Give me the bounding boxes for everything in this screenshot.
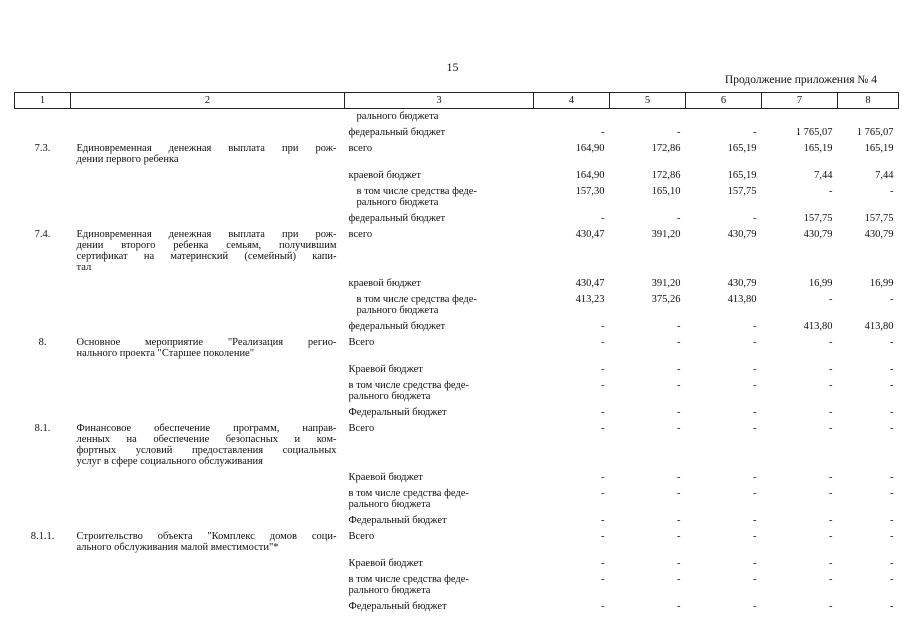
row-code xyxy=(15,211,71,227)
value-col-7: - xyxy=(829,515,833,526)
table-row xyxy=(15,109,899,126)
funding-source-line: Федеральный бюджет xyxy=(348,601,447,612)
value-col-6: 430,79 xyxy=(727,229,757,240)
value-col-5: 391,20 xyxy=(651,278,681,289)
row-name-line: ального обслуживания малой вместимости"* xyxy=(76,542,279,553)
row-name-line: фортных условий предоставления социальных xyxy=(76,445,337,456)
value-col-5: - xyxy=(677,531,681,542)
value-col-6: - xyxy=(753,601,757,612)
value-col-8: - xyxy=(890,380,894,391)
table-row xyxy=(15,556,899,572)
funding-source xyxy=(345,362,534,378)
row-name xyxy=(71,125,345,141)
value-col-5: 375,26 xyxy=(651,294,681,305)
continuation-note: Продолжение приложения № 4 xyxy=(724,74,877,86)
value-col-7: - xyxy=(829,558,833,569)
row-name xyxy=(71,319,345,335)
value-col-4: - xyxy=(601,488,605,499)
value-col-8: - xyxy=(890,515,894,526)
value-col-7: - xyxy=(829,423,833,434)
value-col-4: - xyxy=(601,472,605,483)
value-col-7: - xyxy=(829,531,833,542)
funding-source-line: рального бюджета xyxy=(356,305,439,316)
funding-source-line: в том числе средства феде- xyxy=(348,380,469,391)
value-col-8: 1 765,07 xyxy=(856,127,894,138)
funding-source-line: рального бюджета xyxy=(348,585,431,596)
value-col-6: 165,19 xyxy=(727,143,757,154)
table-row xyxy=(15,599,899,615)
value-col-7: - xyxy=(829,472,833,483)
row-code xyxy=(15,125,71,141)
funding-source-line: в том числе средства феде- xyxy=(356,186,477,197)
table-row xyxy=(15,378,899,405)
table-row xyxy=(15,292,899,319)
value-col-4: - xyxy=(601,574,605,585)
table-row xyxy=(15,335,899,362)
value-col-7: 1 765,07 xyxy=(795,127,833,138)
value-col-4: 157,30 xyxy=(575,186,605,197)
row-code xyxy=(15,184,71,211)
row-code: 8. xyxy=(38,337,47,348)
funding-source-line: федеральный бюджет xyxy=(348,213,446,224)
funding-source-line: в том числе средства феде- xyxy=(348,574,469,585)
column-header: 3 xyxy=(345,93,534,109)
value-col-8: - xyxy=(890,423,894,434)
column-header: 2 xyxy=(71,93,345,109)
value-col-4: - xyxy=(601,321,605,332)
funding-source xyxy=(345,292,534,319)
value-col-5 xyxy=(610,109,686,126)
table-row xyxy=(15,168,899,184)
column-header: 4 xyxy=(534,93,610,109)
value-col-4: - xyxy=(601,213,605,224)
row-name xyxy=(71,109,345,126)
row-name-line: сертификат на материнский (семейный) капи- xyxy=(76,251,337,262)
value-col-7: 430,79 xyxy=(803,229,833,240)
row-name-line: дении второго ребенка семьям, получившим xyxy=(76,240,337,251)
row-name-line: Основное мероприятие "Реализация регио- xyxy=(76,337,337,348)
value-col-8: - xyxy=(890,186,894,197)
row-name xyxy=(71,292,345,319)
row-code xyxy=(15,292,71,319)
value-col-6: - xyxy=(753,127,757,138)
value-col-8: - xyxy=(890,574,894,585)
value-col-7: 16,99 xyxy=(808,278,833,289)
value-col-6 xyxy=(686,109,762,126)
funding-source xyxy=(345,184,534,211)
funding-source xyxy=(345,529,534,556)
table-row xyxy=(15,513,899,529)
row-name-line: Единовременная денежная выплата при рож- xyxy=(76,143,337,154)
funding-source-line: Всего xyxy=(348,337,375,348)
row-code xyxy=(15,405,71,421)
row-name xyxy=(71,211,345,227)
value-col-7: 7,44 xyxy=(814,170,833,181)
value-col-6: - xyxy=(753,213,757,224)
value-col-6: - xyxy=(753,321,757,332)
value-col-8: - xyxy=(890,488,894,499)
funding-source-line: рального бюджета xyxy=(348,499,431,510)
value-col-8: - xyxy=(890,364,894,375)
funding-source-line: в том числе средства феде- xyxy=(356,294,477,305)
value-col-4: - xyxy=(601,423,605,434)
value-col-7: - xyxy=(829,337,833,348)
value-col-8: - xyxy=(890,294,894,305)
value-col-8: 16,99 xyxy=(869,278,894,289)
value-col-7: - xyxy=(829,186,833,197)
table-row xyxy=(15,421,899,470)
value-col-5: - xyxy=(677,423,681,434)
row-code xyxy=(15,168,71,184)
value-col-7: 165,19 xyxy=(803,143,833,154)
value-col-6: - xyxy=(753,423,757,434)
row-code xyxy=(15,362,71,378)
value-col-6: 165,19 xyxy=(727,170,757,181)
funding-source-line: Всего xyxy=(348,531,375,542)
table-row xyxy=(15,470,899,486)
table-row xyxy=(15,319,899,335)
value-col-6: - xyxy=(753,531,757,542)
column-header: 7 xyxy=(762,93,838,109)
funding-source-line: рального бюджета xyxy=(356,197,439,208)
funding-source xyxy=(345,276,534,292)
row-code xyxy=(15,599,71,615)
value-col-4 xyxy=(534,109,610,126)
value-col-8 xyxy=(838,109,899,126)
row-name-line: дении первого ребенка xyxy=(76,154,179,165)
funding-source-line: всего xyxy=(348,229,373,240)
row-code xyxy=(15,556,71,572)
value-col-4: - xyxy=(601,337,605,348)
value-col-7: 413,80 xyxy=(803,321,833,332)
table-row xyxy=(15,227,899,276)
row-code xyxy=(15,378,71,405)
value-col-4: 413,23 xyxy=(575,294,605,305)
value-col-6: - xyxy=(753,515,757,526)
row-name xyxy=(71,168,345,184)
value-col-4: 430,47 xyxy=(575,278,605,289)
row-code: 8.1. xyxy=(34,423,51,434)
row-code: 7.3. xyxy=(34,143,51,154)
value-col-4: - xyxy=(601,380,605,391)
value-col-8: - xyxy=(890,558,894,569)
row-name xyxy=(71,184,345,211)
value-col-7 xyxy=(762,109,838,126)
value-col-6: - xyxy=(753,574,757,585)
value-col-5: - xyxy=(677,488,681,499)
row-code xyxy=(15,513,71,529)
row-name xyxy=(71,486,345,513)
row-code: 7.4. xyxy=(34,229,51,240)
value-col-5: - xyxy=(677,321,681,332)
value-col-5: - xyxy=(677,601,681,612)
funding-source xyxy=(345,599,534,615)
table-row xyxy=(15,362,899,378)
value-col-7: - xyxy=(829,407,833,418)
funding-source xyxy=(345,109,534,126)
funding-source xyxy=(345,470,534,486)
funding-source-line: рального бюджета xyxy=(348,391,431,402)
value-col-6: 413,80 xyxy=(727,294,757,305)
value-col-5: - xyxy=(677,407,681,418)
table-row xyxy=(15,125,899,141)
value-col-8: 157,75 xyxy=(864,213,894,224)
column-header: 8 xyxy=(838,93,899,109)
funding-source xyxy=(345,168,534,184)
row-name xyxy=(71,362,345,378)
value-col-6: 430,79 xyxy=(727,278,757,289)
funding-source xyxy=(345,572,534,599)
funding-source-line: рального бюджета xyxy=(356,111,439,122)
value-col-7: - xyxy=(829,488,833,499)
value-col-7: - xyxy=(829,380,833,391)
funding-source-line: Краевой бюджет xyxy=(348,364,423,375)
row-name xyxy=(71,556,345,572)
value-col-4: - xyxy=(601,364,605,375)
value-col-6: - xyxy=(753,558,757,569)
value-col-8: - xyxy=(890,601,894,612)
value-col-5: - xyxy=(677,574,681,585)
page-number: 15 xyxy=(446,60,459,74)
funding-source-line: краевой бюджет xyxy=(348,170,421,181)
table-row xyxy=(15,405,899,421)
row-name xyxy=(71,141,345,168)
value-col-5: - xyxy=(677,127,681,138)
value-col-7: - xyxy=(829,574,833,585)
funding-source xyxy=(345,319,534,335)
table-row xyxy=(15,529,899,556)
row-name-line: Финансовое обеспечение программ, направ- xyxy=(76,423,337,434)
column-header: 5 xyxy=(610,93,686,109)
funding-source-line: Федеральный бюджет xyxy=(348,515,447,526)
funding-source xyxy=(345,486,534,513)
row-name-line: Строительство объекта "Комплекс домов соци- xyxy=(76,531,337,542)
value-col-6: - xyxy=(753,380,757,391)
value-col-6: - xyxy=(753,407,757,418)
row-name-line: тал xyxy=(76,262,92,273)
value-col-5: - xyxy=(677,380,681,391)
value-col-7: - xyxy=(829,364,833,375)
value-col-5: - xyxy=(677,213,681,224)
table-row xyxy=(15,211,899,227)
value-col-6: - xyxy=(753,364,757,375)
value-col-6: - xyxy=(753,337,757,348)
row-code xyxy=(15,276,71,292)
value-col-8: 413,80 xyxy=(864,321,894,332)
value-col-5: - xyxy=(677,337,681,348)
row-name xyxy=(71,335,345,362)
row-name xyxy=(71,599,345,615)
value-col-4: - xyxy=(601,531,605,542)
value-col-5: - xyxy=(677,515,681,526)
value-col-6: - xyxy=(753,488,757,499)
value-col-5: 391,20 xyxy=(651,229,681,240)
value-col-4: - xyxy=(601,127,605,138)
value-col-6: - xyxy=(753,472,757,483)
value-col-8: 7,44 xyxy=(875,170,894,181)
funding-source-line: Краевой бюджет xyxy=(348,472,423,483)
funding-source xyxy=(345,405,534,421)
value-col-5: - xyxy=(677,472,681,483)
row-name-line: ленных на обеспечение безопасных и ком- xyxy=(76,434,337,445)
funding-source-line: краевой бюджет xyxy=(348,278,421,289)
row-code xyxy=(15,319,71,335)
funding-source xyxy=(345,141,534,168)
table-body xyxy=(15,109,899,616)
value-col-8: 165,19 xyxy=(864,143,894,154)
value-col-8: - xyxy=(890,531,894,542)
value-col-4: - xyxy=(601,407,605,418)
value-col-8: - xyxy=(890,407,894,418)
funding-source-line: Всего xyxy=(348,423,375,434)
value-col-6: 157,75 xyxy=(727,186,757,197)
header-row xyxy=(15,93,899,109)
row-name xyxy=(71,470,345,486)
funding-source-line: Федеральный бюджет xyxy=(348,407,447,418)
value-col-7: 157,75 xyxy=(803,213,833,224)
row-code: 8.1.1. xyxy=(30,531,55,542)
funding-source-line: Краевой бюджет xyxy=(348,558,423,569)
funding-source xyxy=(345,556,534,572)
value-col-4: 164,90 xyxy=(575,143,605,154)
funding-source xyxy=(345,378,534,405)
value-col-4: - xyxy=(601,558,605,569)
table-row xyxy=(15,184,899,211)
funding-source xyxy=(345,335,534,362)
row-name-line: нального проекта "Старшее поколение" xyxy=(76,348,255,359)
value-col-8: - xyxy=(890,472,894,483)
value-col-4: 430,47 xyxy=(575,229,605,240)
row-name xyxy=(71,513,345,529)
funding-source xyxy=(345,125,534,141)
row-name xyxy=(71,405,345,421)
value-col-5: 165,10 xyxy=(651,186,681,197)
value-col-7: - xyxy=(829,601,833,612)
row-code xyxy=(15,486,71,513)
funding-source-line: в том числе средства феде- xyxy=(348,488,469,499)
row-code xyxy=(15,470,71,486)
funding-source-line: федеральный бюджет xyxy=(348,127,446,138)
value-col-5: - xyxy=(677,558,681,569)
table-row xyxy=(15,141,899,168)
table-row xyxy=(15,486,899,513)
value-col-8: - xyxy=(890,337,894,348)
row-name xyxy=(71,421,345,470)
row-name-line: Единовременная денежная выплата при рож- xyxy=(76,229,337,240)
value-col-4: - xyxy=(601,601,605,612)
value-col-8: 430,79 xyxy=(864,229,894,240)
value-col-4: 164,90 xyxy=(575,170,605,181)
row-name-line: услуг в сфере социального обслуживания xyxy=(76,456,263,467)
value-col-7: - xyxy=(829,294,833,305)
row-code xyxy=(15,572,71,599)
row-name xyxy=(71,227,345,276)
row-name xyxy=(71,276,345,292)
row-code xyxy=(15,109,71,126)
funding-source xyxy=(345,211,534,227)
column-header: 1 xyxy=(15,93,71,109)
column-header: 6 xyxy=(686,93,762,109)
funding-source-line: всего xyxy=(348,143,373,154)
funding-source xyxy=(345,513,534,529)
row-name xyxy=(71,572,345,599)
table-row xyxy=(15,572,899,599)
value-col-4: - xyxy=(601,515,605,526)
row-name xyxy=(71,378,345,405)
funding-source xyxy=(345,227,534,276)
funding-source-line: федеральный бюджет xyxy=(348,321,446,332)
table-row xyxy=(15,276,899,292)
budget-table xyxy=(14,92,899,615)
value-col-5: - xyxy=(677,364,681,375)
value-col-5: 172,86 xyxy=(651,143,681,154)
funding-source xyxy=(345,421,534,470)
value-col-5: 172,86 xyxy=(651,170,681,181)
row-name xyxy=(71,529,345,556)
